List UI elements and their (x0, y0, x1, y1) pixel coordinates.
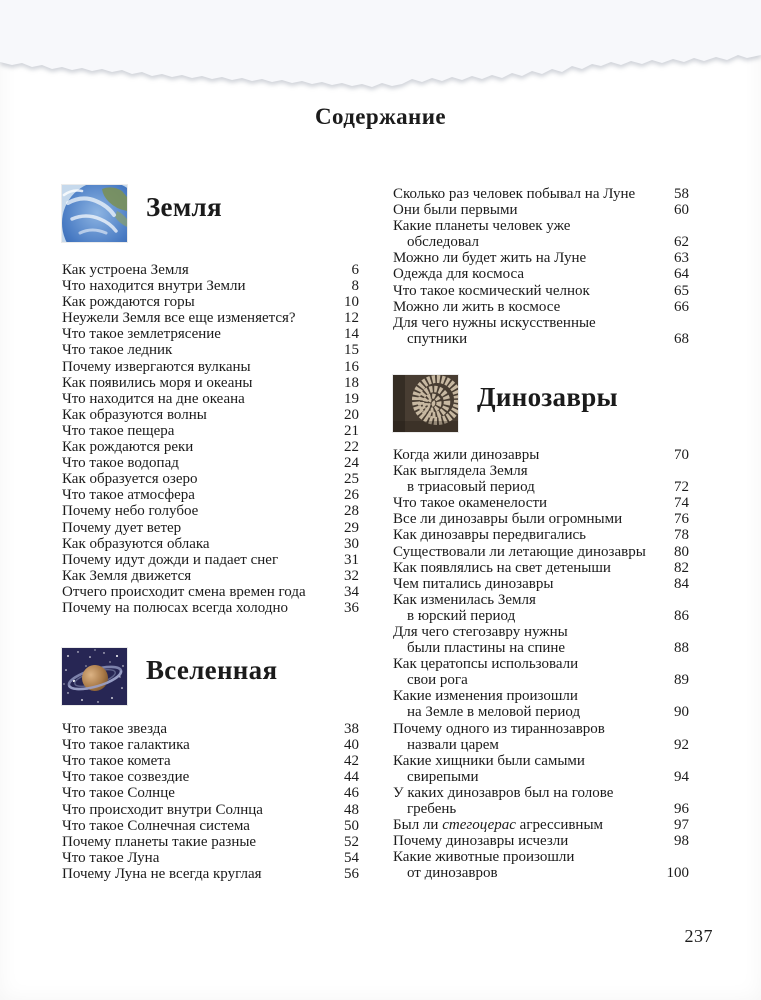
right-column (393, 186, 689, 881)
toc-entry-title: свои рога (407, 672, 468, 689)
toc-entry (62, 850, 359, 866)
section-title-zemlya: Земля (146, 192, 222, 222)
toc-entry-page-number: 14 (344, 326, 359, 343)
toc-entry-title: Как рождаются горы (62, 294, 195, 311)
toc-entry-title: Одежда для космоса (393, 266, 525, 283)
toc-entry-title: Существовали ли летающие динозавры (393, 543, 646, 560)
toc-entry (393, 527, 689, 543)
toc-entry-page-number: 21 (344, 422, 359, 439)
earth-image (62, 185, 127, 242)
left-column (62, 185, 359, 882)
toc-entry-title: Был ли стегоцерас агрессивным (393, 817, 604, 834)
toc-entry (62, 407, 359, 423)
toc-entry (393, 447, 689, 463)
toc-entry-title: Что находится на дне океана (62, 390, 245, 407)
toc-entry-page-number: 46 (344, 785, 359, 802)
toc-entry (393, 218, 689, 250)
toc-entry-title: обследовал (407, 234, 480, 251)
toc-entry-title: Как образуется озеро (62, 471, 198, 488)
toc-entry-page-number: 10 (344, 294, 359, 311)
toc-entry-page-number: 19 (344, 390, 359, 407)
toc-entry-page-number: 42 (344, 753, 359, 770)
toc-entry-page-number: 32 (344, 567, 359, 584)
toc-entry-title: Что такое Солнечная система (62, 817, 250, 834)
toc-entry (62, 520, 359, 536)
toc-entry-page-number: 54 (344, 849, 359, 866)
toc-entry-title: Что такое Солнце (62, 785, 175, 802)
toc-entry-title: Почему динозавры исчезли (393, 833, 569, 850)
toc-entry-page-number: 29 (344, 519, 359, 536)
toc-entry-title: Почему Луна не всегда круглая (62, 865, 262, 882)
toc-entry-title: спутники (407, 330, 468, 347)
toc-entry-page-number: 66 (674, 298, 689, 315)
toc-entry-page-number: 31 (344, 551, 359, 568)
toc-entry (62, 503, 359, 519)
section-title-dinozavry: Динозавры (477, 381, 618, 412)
toc-entry (393, 849, 689, 881)
toc-entry-title: Для чего нужны искусственные (393, 314, 596, 331)
toc-entry-page-number: 80 (674, 543, 689, 560)
toc-entry-title: в триасовый период (407, 479, 535, 496)
toc-entry (393, 688, 689, 720)
toc-entry-page-number: 62 (674, 234, 689, 251)
toc-entry (62, 359, 359, 375)
toc-entry-page-number: 50 (344, 817, 359, 834)
toc-entry-title: Какие изменения произошли (393, 688, 578, 705)
toc-entry (62, 455, 359, 471)
toc-entry-page-number: 38 (344, 721, 359, 738)
toc-entry-page-number: 56 (344, 865, 359, 882)
toc-entry-page-number: 98 (674, 833, 689, 850)
toc-entry (62, 866, 359, 882)
toc-entry (393, 463, 689, 495)
toc-entry (393, 753, 689, 785)
toc-entry-title: Как динозавры передвигались (393, 527, 587, 544)
toc-entry-title: Что такое водопад (62, 455, 179, 472)
toc-entry-title: Что такое Луна (62, 849, 160, 866)
toc-list-vselennaya-left (62, 721, 359, 882)
toc-entry-page-number: 86 (674, 607, 689, 624)
toc-entry-page-number: 15 (344, 342, 359, 359)
toc-entry (393, 202, 689, 218)
section-header-dinozavry (393, 375, 689, 432)
toc-entry (393, 544, 689, 560)
torn-paper-edge (0, 0, 761, 100)
toc-entry-title: Они были первыми (393, 202, 518, 219)
toc-entry-title: Что такое пещера (62, 422, 175, 439)
toc-entry (393, 592, 689, 624)
toc-entry-page-number: 12 (344, 310, 359, 327)
toc-entry-title: Сколько раз человек побывал на Луне (393, 186, 636, 202)
toc-entry (62, 600, 359, 616)
toc-entry-page-number: 97 (674, 817, 689, 834)
toc-entry-page-number: 84 (674, 575, 689, 592)
toc-list-vselennaya-right (393, 186, 689, 347)
toc-entry-page-number: 28 (344, 503, 359, 520)
toc-entry (62, 818, 359, 834)
toc-entry-title: были пластины на спине (407, 640, 566, 657)
toc-entry-title: Какие хищники были самыми (393, 752, 585, 769)
toc-entry-page-number: 65 (674, 282, 689, 299)
section-header-vselennaya (62, 648, 359, 705)
toc-entry (62, 568, 359, 584)
toc-entry-title: Почему дует ветер (62, 519, 182, 536)
toc-entry (62, 834, 359, 850)
toc-entry-page-number: 63 (674, 250, 689, 267)
toc-entry (393, 299, 689, 315)
toc-entry-title: Неужели Земля все еще изменяется? (62, 310, 296, 327)
toc-entry-title: Что такое космический челнок (393, 282, 590, 299)
ammonite-fossil-image (393, 375, 458, 432)
toc-entry-page-number: 18 (344, 374, 359, 391)
toc-entry (393, 266, 689, 282)
toc-entry-page-number: 72 (674, 479, 689, 496)
toc-entry-page-number: 78 (674, 527, 689, 544)
toc-entry (62, 278, 359, 294)
toc-entry-page-number: 60 (674, 202, 689, 219)
toc-entry-page-number: 40 (344, 737, 359, 754)
toc-entry (393, 656, 689, 688)
toc-entry-page-number: 8 (351, 278, 359, 295)
toc-entry-title: Почему планеты такие разные (62, 833, 257, 850)
toc-entry (393, 833, 689, 849)
toc-entry (393, 785, 689, 817)
toc-entry-title: Как появились моря и океаны (62, 374, 253, 391)
toc-entry-page-number: 20 (344, 406, 359, 423)
toc-entry-title: Как образуются облака (62, 535, 210, 552)
toc-entry-title: Почему извергаются вулканы (62, 358, 251, 375)
toc-entry-title: Как цератопсы использовали (393, 656, 579, 673)
toc-entry-page-number: 48 (344, 801, 359, 818)
toc-list-dinozavry (393, 447, 689, 882)
toc-entry (62, 487, 359, 503)
toc-entry-page-number: 64 (674, 266, 689, 283)
toc-entry-page-number: 34 (344, 583, 359, 600)
toc-entry (393, 315, 689, 347)
toc-entry (62, 326, 359, 342)
toc-entry-title: Как выглядела Земля (393, 463, 528, 480)
toc-entry (62, 439, 359, 455)
toc-entry (62, 375, 359, 391)
toc-entry-page-number: 52 (344, 833, 359, 850)
toc-entry-page-number: 74 (674, 495, 689, 512)
toc-entry-title: У каких динозавров был на голове (393, 784, 614, 801)
toc-entry-page-number: 70 (674, 446, 689, 463)
toc-entry (62, 391, 359, 407)
toc-entry-page-number: 58 (674, 186, 689, 202)
toc-entry-page-number: 92 (674, 736, 689, 753)
toc-entry (393, 186, 689, 202)
toc-entry-title: от динозавров (407, 865, 498, 882)
toc-entry-title: Как появлялись на свет детеныши (393, 559, 611, 576)
toc-entry-title: Что находится внутри Земли (62, 278, 246, 295)
toc-entry (393, 624, 689, 656)
toc-entry-title: Что такое созвездие (62, 769, 190, 786)
toc-entry (62, 721, 359, 737)
toc-entry-page-number: 22 (344, 439, 359, 456)
toc-entry-page-number: 96 (674, 801, 689, 817)
toc-entry (62, 802, 359, 818)
toc-entry-title: Какие животные произошли (393, 849, 575, 866)
toc-entry-title: Можно ли будет жить на Луне (393, 250, 587, 267)
section-header-zemlya (62, 185, 359, 242)
toc-entry (62, 262, 359, 278)
toc-entry-title: Можно ли жить в космосе (393, 298, 561, 315)
toc-entry-title: Что такое ледник (62, 342, 173, 359)
toc-entry (393, 511, 689, 527)
toc-entry (62, 584, 359, 600)
toc-entry-title: Чем питались динозавры (393, 575, 554, 592)
toc-entry (393, 817, 689, 833)
toc-entry-title: Для чего стегозавру нужны (393, 623, 568, 640)
toc-entry-title: Почему небо голубое (62, 503, 199, 520)
section-title-vselennaya: Вселенная (146, 655, 278, 686)
toc-entry (393, 250, 689, 266)
toc-entry-title: Как Земля движется (62, 567, 192, 584)
toc-entry-page-number: 88 (674, 640, 689, 657)
toc-entry-title: Когда жили динозавры (393, 446, 540, 463)
toc-entry-page-number: 25 (344, 471, 359, 488)
toc-entry (62, 753, 359, 769)
toc-entry (62, 471, 359, 487)
toc-entry (393, 495, 689, 511)
toc-entry-page-number: 82 (674, 559, 689, 576)
toc-entry-title: Как образуются волны (62, 406, 207, 423)
toc-entry-page-number: 89 (674, 672, 689, 689)
toc-entry-title: Что происходит внутри Солнца (62, 801, 263, 818)
toc-entry-page-number: 6 (351, 262, 359, 278)
page-title: Содержание (315, 104, 446, 129)
toc-entry (62, 294, 359, 310)
toc-entry-page-number: 26 (344, 487, 359, 504)
toc-entry-title: Как устроена Земля (62, 262, 189, 278)
toc-entry-page-number: 76 (674, 511, 689, 528)
toc-entry-title: Почему на полюсах всегда холодно (62, 599, 288, 616)
toc-entry-title: Что такое землетрясение (62, 326, 221, 343)
toc-entry-title: Как рождаются реки (62, 439, 194, 456)
toc-entry (393, 576, 689, 592)
toc-entry-page-number: 68 (674, 330, 689, 347)
toc-entry-title: назвали царем (407, 736, 499, 753)
toc-entry-title: Какие планеты человек уже (393, 218, 571, 235)
toc-entry-page-number: 90 (674, 704, 689, 721)
saturn-image (62, 648, 127, 705)
toc-entry-title: Что такое комета (62, 753, 171, 770)
toc-entry (393, 283, 689, 299)
toc-entry-title: Почему идут дожди и падает снег (62, 551, 279, 568)
toc-entry (62, 785, 359, 801)
toc-entry-page-number: 16 (344, 358, 359, 375)
toc-entry-page-number: 24 (344, 455, 359, 472)
toc-entry (393, 560, 689, 576)
toc-entry-title: на Земле в меловой период (407, 704, 581, 721)
toc-entry-title: Что такое атмосфера (62, 487, 195, 504)
toc-entry-title: Отчего происходит смена времен года (62, 583, 306, 600)
toc-entry (62, 536, 359, 552)
toc-list-zemlya (62, 262, 359, 616)
toc-entry-page-number: 36 (344, 599, 359, 616)
toc-entry-title: Как изменилась Земля (393, 591, 536, 608)
toc-entry-title: гребень (407, 801, 457, 817)
toc-entry (62, 737, 359, 753)
toc-entry (62, 423, 359, 439)
toc-entry-page-number: 30 (344, 535, 359, 552)
toc-entry-page-number: 44 (344, 769, 359, 786)
toc-entry-title: Что такое галактика (62, 737, 190, 754)
toc-entry-title: в юрский период (407, 607, 516, 624)
toc-entry-page-number: 100 (666, 865, 689, 882)
toc-entry-title: Что такое звезда (62, 721, 168, 738)
toc-entry-title: Все ли динозавры были огромными (393, 511, 623, 528)
toc-entry (393, 721, 689, 753)
toc-entry (62, 552, 359, 568)
toc-entry (62, 769, 359, 785)
toc-entry-title: Почему одного из тираннозавров (393, 720, 605, 737)
toc-entry (62, 342, 359, 358)
toc-entry-title: Что такое окаменелости (393, 495, 548, 512)
toc-entry (62, 310, 359, 326)
folio-page-number: 237 (684, 926, 713, 946)
toc-entry-page-number: 94 (674, 768, 689, 785)
toc-entry-title: свирепыми (407, 768, 479, 785)
